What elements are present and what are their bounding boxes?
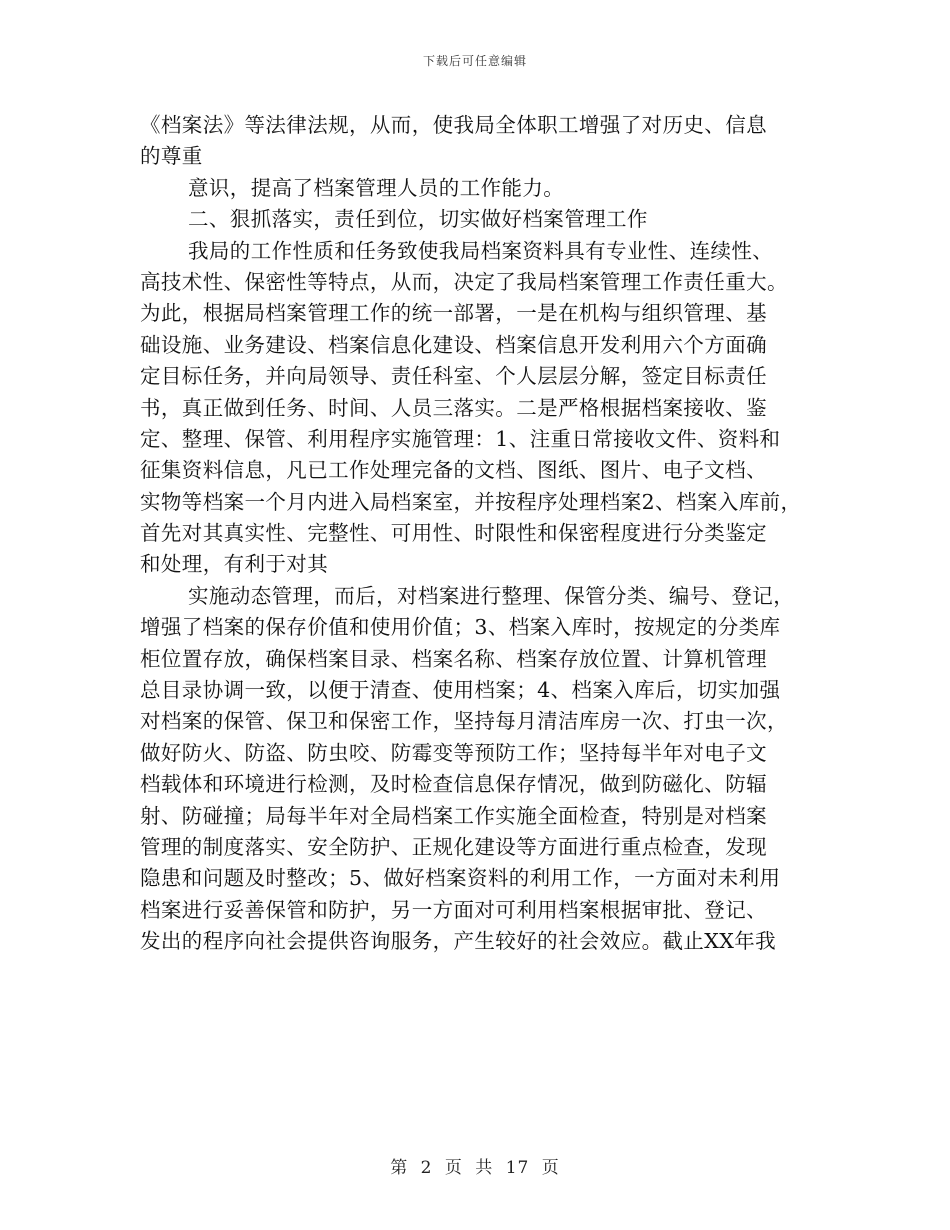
body-line: 我局的工作性质和任务致使我局档案资料具有专业性、连续性、: [188, 238, 774, 263]
body-line: 对档案的保管、保卫和保密工作，坚持每月清洁库房一次、打虫一次，: [140, 709, 788, 734]
body-line: 柜位置存放，确保档案目录、档案名称、档案存放位置、计算机管理: [140, 646, 767, 671]
body-line: 定目标任务，并向局领导、责任科室、个人层层分解，签定目标责任: [140, 364, 767, 389]
body-line: 射、防碰撞；局每半年对全局档案工作实施全面检查，特别是对档案: [140, 803, 767, 828]
body-line: 隐患和问题及时整改；5、做好档案资料的利用工作，一方面对未利用: [140, 866, 781, 891]
body-line: 发出的程序向社会提供咨询服务，产生较好的社会效应。截止XX年我: [140, 929, 777, 954]
body-line: 为此，根据局档案管理工作的统一部署，一是在机构与组织管理、基: [140, 301, 767, 326]
page-header: 下载后可任意编辑: [422, 54, 527, 68]
body-line: 高技术性、保密性等特点，从而，决定了我局档案管理工作责任重大。: [140, 269, 788, 294]
body-line: 实施动态管理，而后，对档案进行整理、保管分类、编号、登记，: [188, 583, 795, 608]
body-line: 和处理，有利于对其: [140, 552, 329, 577]
page-number-footer: 第 2 页 共 17 页: [390, 1158, 560, 1178]
body-line: 础设施、业务建设、档案信息化建设、档案信息开发利用六个方面确: [140, 332, 767, 357]
body-line: 档载体和环境进行检测，及时检查信息保存情况，做到防磁化、防辐: [140, 772, 767, 797]
body-line: 管理的制度落实、安全防护、正规化建设等方面进行重点检查，发现: [140, 834, 767, 859]
body-line: 征集资料信息，凡已工作处理完备的文档、图纸、图片、电子文档、: [140, 458, 767, 483]
body-line: 定、整理、保管、利用程序实施管理：1、注重日常接收文件、资料和: [140, 426, 781, 451]
body-line: 书，真正做到任务、时间、人员三落实。二是严格根据档案接收、鉴: [140, 395, 767, 420]
body-line: 意识，提高了档案管理人员的工作能力。: [188, 175, 565, 200]
body-line: 首先对其真实性、完整性、可用性、时限性和保密程度进行分类鉴定: [140, 521, 767, 546]
body-line: 的尊重: [140, 144, 203, 169]
body-line: 总目录协调一致，以便于清查、使用档案；4、档案入库后，切实加强: [140, 678, 781, 703]
body-line: 《档案法》等法律法规，从而，使我局全体职工增强了对历史、信息: [140, 113, 767, 137]
document-body: [140, 110, 820, 958]
body-line: 增强了档案的保存价值和使用价值；3、档案入库时，按规定的分类库: [140, 615, 781, 640]
body-line: 实物等档案一个月内进入局档案室，并按程序处理档案2、档案入库前，: [140, 489, 802, 514]
body-line: 二、狠抓落实，责任到位，切实做好档案管理工作: [188, 207, 648, 232]
body-line: 档案进行妥善保管和防护，另一方面对可利用档案根据审批、登记、: [140, 897, 767, 922]
body-line: 做好防火、防盗、防虫咬、防霉变等预防工作；坚持每半年对电子文: [140, 740, 767, 765]
